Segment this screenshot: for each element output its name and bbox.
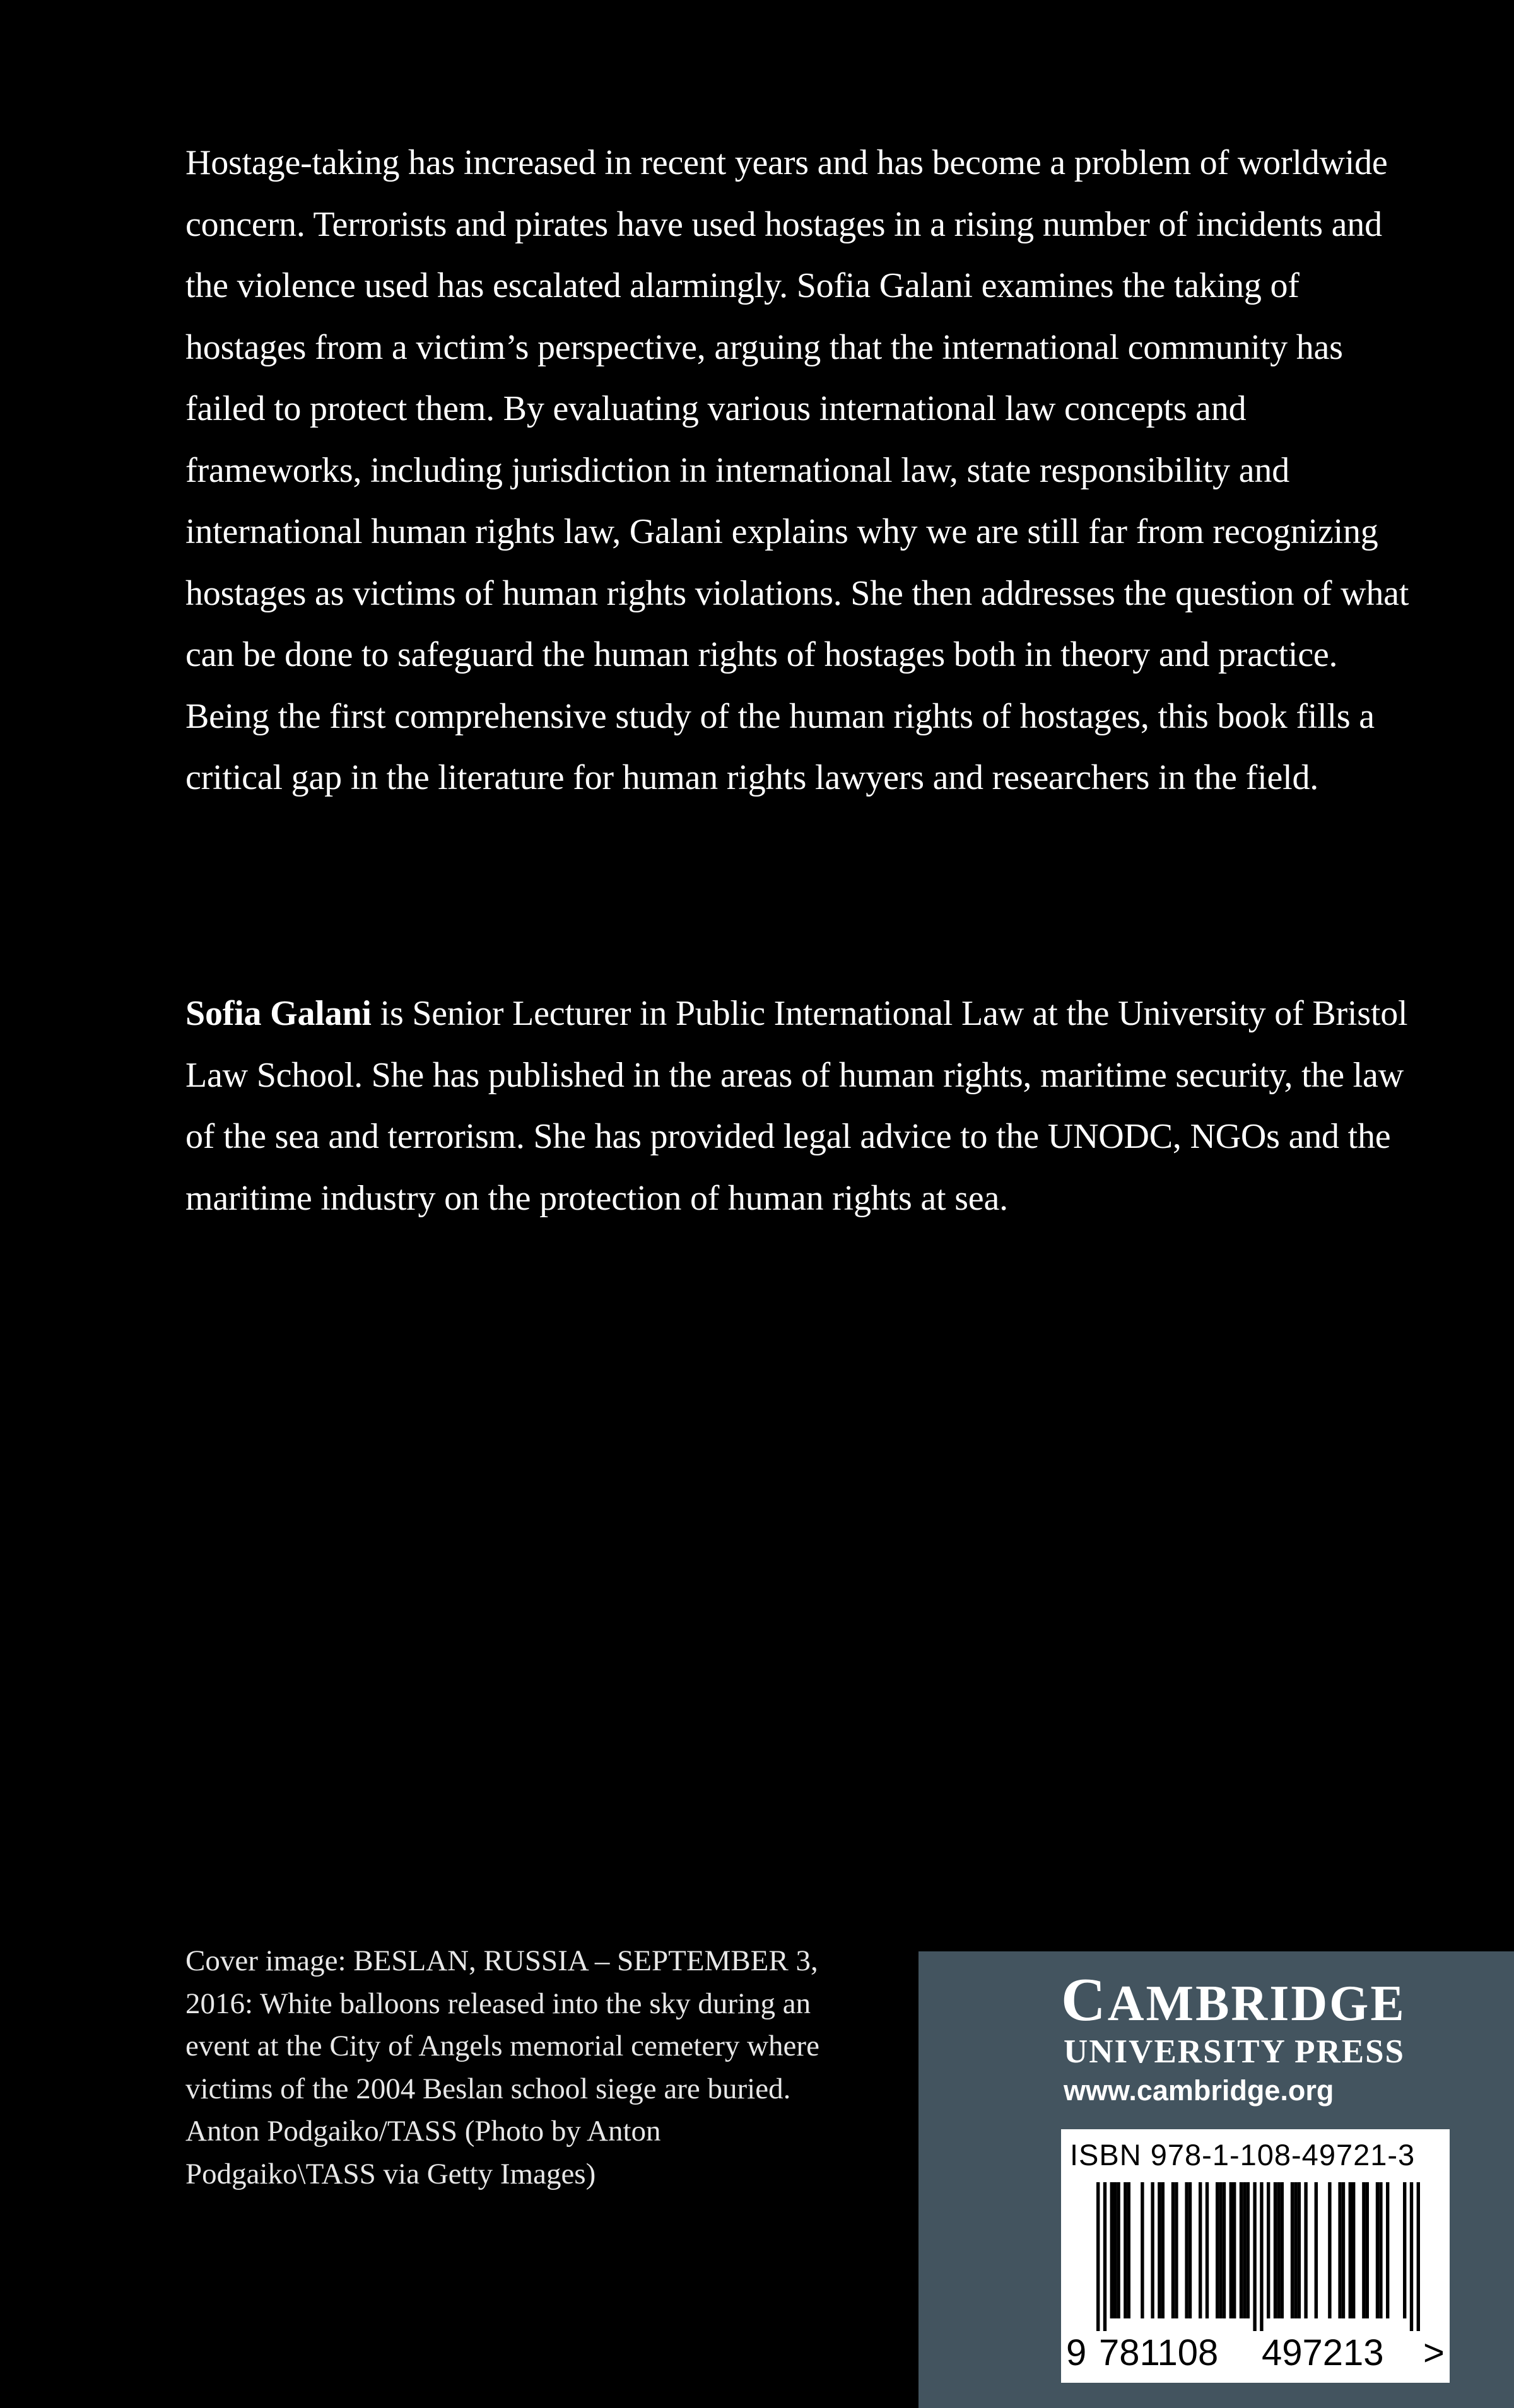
barcode-bar: [1124, 2182, 1127, 2318]
barcode-bar: [1117, 2182, 1120, 2318]
barcode-bar: [1315, 2182, 1318, 2318]
barcode-bar: [1291, 2182, 1294, 2318]
barcode-bar: [1342, 2182, 1345, 2318]
barcode-bar: [1223, 2182, 1226, 2318]
isbn-label: ISBN 978-1-108-49721-3: [1070, 2138, 1416, 2171]
barcode-bar: [1240, 2182, 1243, 2318]
barcode-bar: [1206, 2182, 1209, 2318]
barcode-bar: [1274, 2182, 1277, 2318]
book-description: Hostage-taking has increased in recent years and has become a problem of worldwide concern. Terrorists and pirates have used hostages in a rising number of incidents and the violence used has escalated alarmingly. Sofia Galani examines the taking of hostages from a victim’s perspective, arguing that the international community has failed to protect them. By evaluating various international law concepts and frameworks, including jurisdiction in international law, state responsibility and international human rights law, Galani explains why we are still far from recognizing hostages as victims of human rights violations. She then addresses the question of what can be done to safeguard the human rights of hostages both in theory and practice. Being the first comprehensive study of the human rights of hostages, this book fills a critical gap in the literature for human rights lawyers and researchers in the field.: [185, 143, 1409, 797]
publisher-logo-wordmark: [1061, 1965, 1406, 2038]
barcode-bar: [1103, 2182, 1106, 2331]
isbn-barcode: [1061, 2129, 1450, 2383]
barcode-bar: [1188, 2182, 1192, 2318]
barcode-bar: [1386, 2182, 1389, 2318]
barcode-digits-right: 497213: [1262, 2332, 1384, 2373]
barcode-bar: [1229, 2182, 1233, 2318]
publisher-panel: [918, 1951, 1514, 2408]
barcode-bar: [1376, 2182, 1379, 2318]
cover-image-credit: Cover image: BESLAN, RUSSIA – SEPTEMBER 3, 2016: White balloons released into the sky during an event at the City of Angels memorial cemetery where victims of the 2004 Beslan school siege are buried. Anton Podgaiko/TASS (Photo by Anton Podgaiko\TASS via Getty Images): [185, 1944, 819, 2190]
barcode-quiet-zone-marker: >: [1423, 2332, 1445, 2373]
barcode-bar: [1294, 2182, 1297, 2318]
barcode-bar: [1260, 2182, 1263, 2331]
barcode-bar: [1161, 2182, 1165, 2318]
barcode-bar: [1158, 2182, 1161, 2318]
barcode-bar: [1171, 2182, 1175, 2318]
publisher-url: www.cambridge.org: [1064, 2074, 1334, 2107]
barcode-bar: [1247, 2182, 1250, 2318]
barcode-bar: [1110, 2182, 1113, 2318]
barcode-digit-lead: 9: [1066, 2332, 1087, 2373]
publisher-subtitle: UNIVERSITY PRESS: [1064, 2033, 1405, 2070]
barcode-bar: [1328, 2182, 1331, 2318]
barcode-bar: [1243, 2182, 1246, 2318]
barcode-bar: [1362, 2182, 1365, 2318]
barcode-bar: [1096, 2182, 1100, 2331]
barcode-bar: [1379, 2182, 1382, 2318]
barcode-bar: [1304, 2182, 1307, 2318]
barcode-bar: [1338, 2182, 1341, 2318]
barcode-bar: [1417, 2182, 1420, 2331]
author-bio: [185, 983, 1422, 1229]
publisher-name-rest: AMBRIDGE: [1107, 1976, 1406, 2031]
barcode-bars: [1061, 2182, 1450, 2334]
barcode-bar: [1141, 2182, 1144, 2318]
barcode-bar: [1281, 2182, 1284, 2318]
barcode-bar: [1349, 2182, 1352, 2318]
barcode-digits-left: 781108: [1099, 2332, 1219, 2373]
barcode-bar: [1127, 2182, 1130, 2318]
author-bio-text: is Senior Lecturer in Public International Law at the University of Bristol Law School. She has published in the areas of human rights, maritime security, the law of the sea and terrorism. She has provided legal advice to the UNODC, NGOs and the maritime industry on the protection of human rights at sea.: [185, 994, 1408, 1218]
barcode-bar: [1175, 2182, 1178, 2318]
barcode-bar: [1277, 2182, 1280, 2318]
barcode-bar: [1185, 2182, 1188, 2318]
barcode-bar: [1267, 2182, 1270, 2318]
barcode-bar: [1199, 2182, 1202, 2318]
publisher-initial: C: [1061, 1966, 1108, 2034]
barcode-bar: [1298, 2182, 1301, 2318]
barcode-bar: [1233, 2182, 1236, 2318]
author-name: Sofia Galani: [185, 994, 372, 1033]
barcode-bar: [1352, 2182, 1355, 2318]
barcode-bar: [1219, 2182, 1222, 2318]
barcode-bar: [1113, 2182, 1117, 2318]
barcode-bar: [1151, 2182, 1154, 2318]
barcode-bar: [1253, 2182, 1256, 2331]
barcode-bar: [1410, 2182, 1413, 2331]
barcode-bar: [1216, 2182, 1219, 2318]
barcode-bar: [1366, 2182, 1369, 2318]
barcode-bar: [1403, 2182, 1406, 2318]
